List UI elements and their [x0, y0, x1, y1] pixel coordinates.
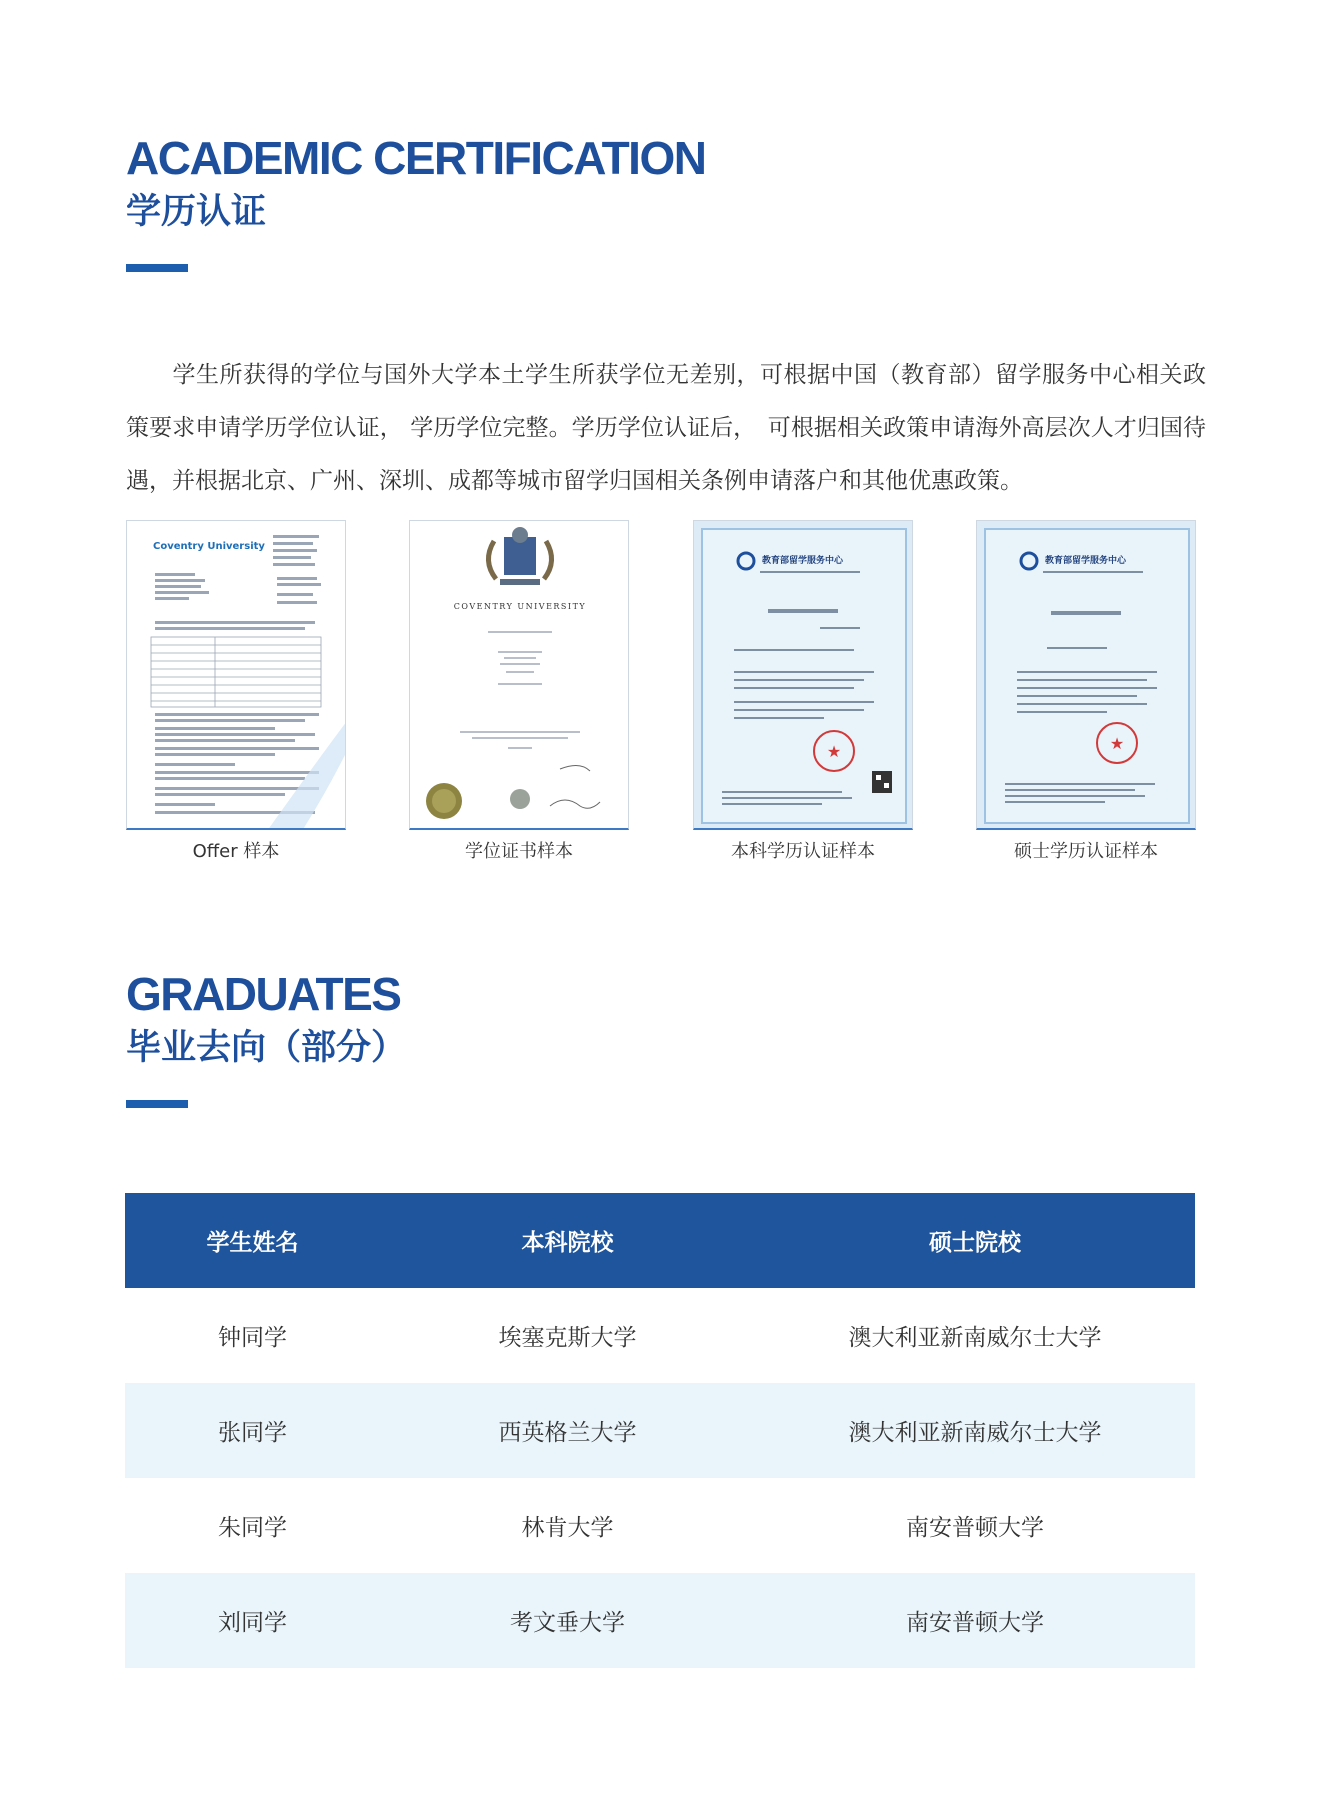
doc-caption: 硕士学历认证样本: [1014, 841, 1158, 862]
master-cert-image: [976, 520, 1196, 830]
certification-heading: [126, 132, 1206, 272]
svg-text:★: ★: [826, 742, 842, 761]
graduates-heading: [126, 968, 1206, 1108]
column-header: 硕士院校: [929, 1230, 1021, 1256]
document-samples: [126, 520, 1206, 860]
title-divider: [126, 264, 188, 272]
table-header-row: [125, 1193, 1195, 1288]
undergrad-school: 林肯大学: [521, 1515, 614, 1541]
master-school: 澳大利亚新南威尔士大学: [848, 1420, 1102, 1446]
master-school: 澳大利亚新南威尔士大学: [848, 1325, 1102, 1351]
undergrad-school: 埃塞克斯大学: [498, 1325, 637, 1351]
student-name: 钟同学: [218, 1325, 287, 1351]
student-name: 朱同学: [218, 1515, 287, 1541]
table-row: [125, 1478, 1195, 1573]
doc-master-cert-sample: [976, 520, 1196, 864]
certification-title-cn: 学历认证: [126, 192, 267, 232]
cscse-name: 教育部留学服务中心: [762, 556, 844, 566]
offer-letter-image: [126, 520, 346, 830]
degree-certificate-image: [409, 520, 629, 830]
graduates-table: [125, 1193, 1195, 1668]
bachelor-cert-image: [693, 520, 913, 830]
doc-bachelor-cert-sample: [693, 520, 913, 864]
table-row: [125, 1383, 1195, 1478]
undergrad-school: 考文垂大学: [510, 1610, 625, 1636]
master-school: 南安普顿大学: [906, 1610, 1044, 1636]
certification-paragraph: [126, 349, 1206, 508]
student-name: 刘同学: [218, 1610, 287, 1636]
degree-university-name: COVENTRY UNIVERSITY: [453, 602, 587, 611]
graduates-title-cn: 毕业去向（部分）: [126, 1028, 407, 1068]
doc-offer-sample: [126, 520, 346, 864]
undergrad-school: 西英格兰大学: [498, 1420, 637, 1446]
master-school: 南安普顿大学: [906, 1515, 1044, 1541]
svg-text:★: ★: [1109, 734, 1125, 753]
certification-paragraph-text: 学生所获得的学位与国外大学本土学生所获学位无差别，可根据中国（教育部）留学服务中心相关政策要求申请学历学位认证， 学历学位完整。学历学位认证后， 可根据相关政策申请海外高层次人才归国待遇，并根据北京、广州、深圳、成都等城市留学归国相关条例申请落户和其他优惠政策。: [126, 362, 1206, 494]
title-divider: [126, 1100, 188, 1108]
cscse-name: 教育部留学服务中心: [1045, 556, 1127, 566]
offer-logo-text: Coventry University: [153, 541, 265, 552]
doc-caption: Offer 样本: [192, 841, 280, 862]
column-header: 学生姓名: [206, 1230, 299, 1256]
table-row: [125, 1288, 1195, 1383]
graduates-title-en: GRADUATES: [126, 968, 401, 1020]
doc-caption: 本科学历认证样本: [731, 841, 875, 862]
certification-title-en: ACADEMIC CERTIFICATION: [126, 132, 706, 184]
student-name: 张同学: [218, 1420, 287, 1446]
doc-caption: 学位证书样本: [465, 841, 573, 862]
column-header: 本科院校: [521, 1230, 614, 1256]
doc-degree-sample: [409, 520, 629, 864]
table-row: [125, 1573, 1195, 1668]
qr-code-icon: [872, 771, 892, 793]
coat-of-arms-icon: [488, 527, 551, 585]
